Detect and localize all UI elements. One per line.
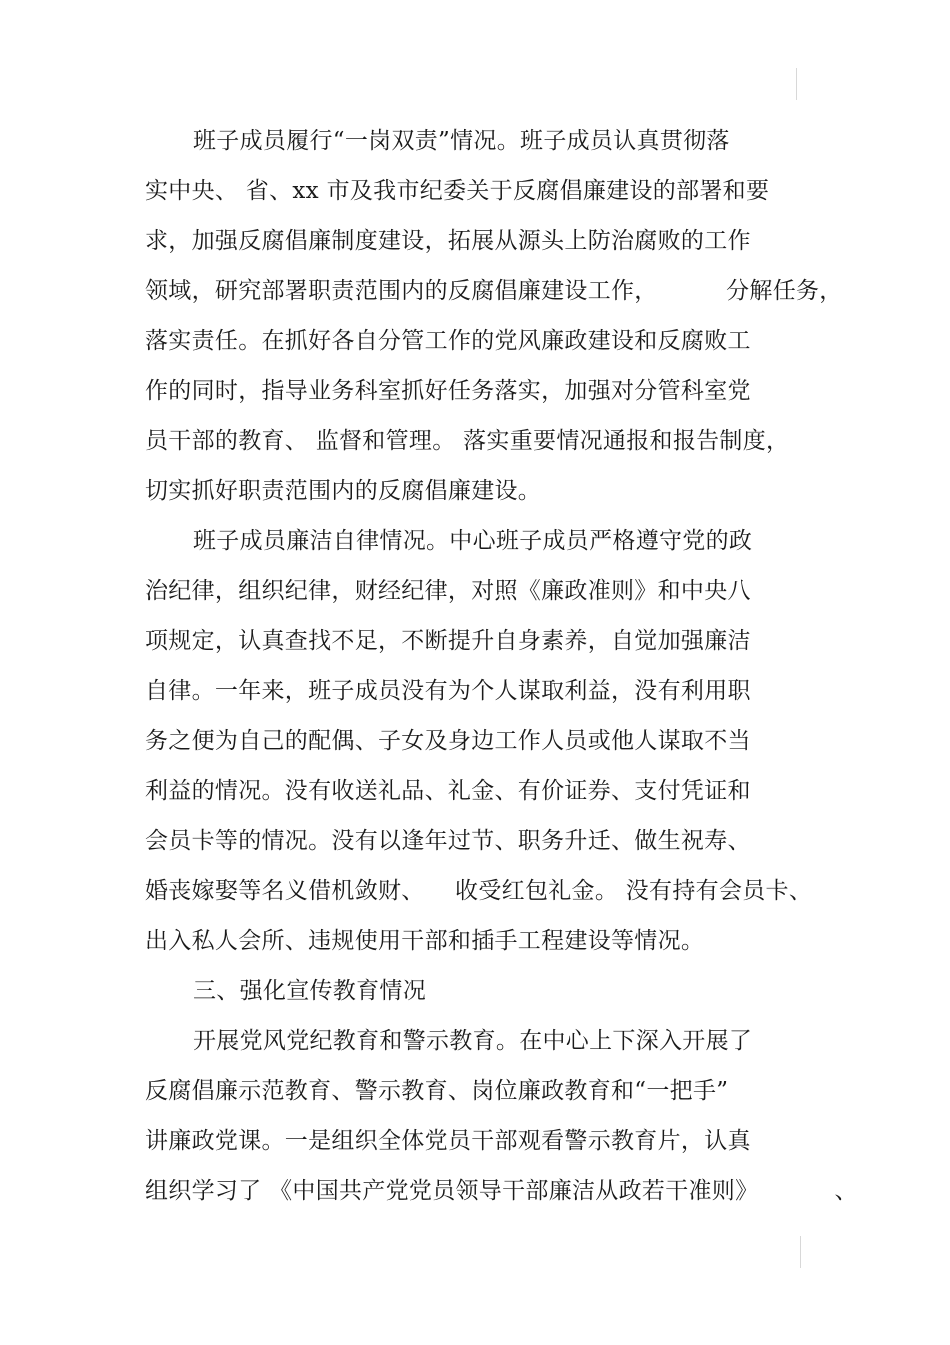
paragraph-2-line-3: 项规定，认真查找不足，不断提升自身素养，自觉加强廉洁 <box>145 628 751 654</box>
page-corner-mark-top <box>796 68 797 100</box>
paragraph-2-line-8: 婚丧嫁娶等名义借机敛财、 收受红包礼金。 没有持有会员卡、 <box>145 878 813 904</box>
section-heading: 三、强化宣传教育情况 <box>193 978 426 1004</box>
paragraph-1-line-6: 作的同时，指导业务科室抓好任务落实，加强对分管科室党 <box>145 378 751 404</box>
page-corner-mark-bottom <box>800 1236 801 1268</box>
paragraph-2-line-6: 利益的情况。没有收送礼品、礼金、有价证券、支付凭证和 <box>145 778 751 804</box>
paragraph-3-line-2: 反腐倡廉示范教育、警示教育、岗位廉政教育和“一把手” <box>145 1078 729 1104</box>
paragraph-1-line-8: 切实抓好职责范围内的反腐倡廉建设。 <box>145 478 542 504</box>
paragraph-2-line-2: 治纪律，组织纪律，财经纪律，对照《廉政准则》和中央八 <box>145 578 751 604</box>
paragraph-2-line-7: 会员卡等的情况。没有以逢年过节、职务升迁、做生祝寿、 <box>145 828 751 854</box>
paragraph-2-line-9: 出入私人会所、违规使用干部和插手工程建设等情况。 <box>145 928 705 954</box>
paragraph-1-line-3: 求，加强反腐倡廉制度建设，拓展从源头上防治腐败的工作 <box>145 228 751 254</box>
paragraph-2-line-4: 自律。一年来，班子成员没有为个人谋取利益，没有利用职 <box>145 678 751 704</box>
paragraph-1-line-1: 班子成员履行“一岗双责”情况。班子成员认真贯彻落 <box>193 128 730 154</box>
paragraph-2-line-5: 务之便为自己的配偶、子女及身边工作人员或他人谋取不当 <box>145 728 751 754</box>
paragraph-3-line-1: 开展党风党纪教育和警示教育。在中心上下深入开展了 <box>193 1028 753 1054</box>
paragraph-3-line-4: 组织学习了 《中国共产党党员领导干部廉洁从政若干准则》 、 <box>145 1178 858 1204</box>
paragraph-1-line-2: 实中央、 省、xx 市及我市纪委关于反腐倡廉建设的部署和要 <box>145 178 770 204</box>
paragraph-1-line-4: 领域，研究部署职责范围内的反腐倡廉建设工作， 分解任务， <box>145 278 843 304</box>
paragraph-2-line-1: 班子成员廉洁自律情况。中心班子成员严格遵守党的政 <box>193 528 753 554</box>
paragraph-1-line-5: 落实责任。在抓好各自分管工作的党风廉政建设和反腐败工 <box>145 328 751 354</box>
paragraph-3-line-3: 讲廉政党课。一是组织全体党员干部观看警示教育片，认真 <box>145 1128 751 1154</box>
paragraph-1-line-7: 员干部的教育、 监督和管理。 落实重要情况通报和报告制度， <box>145 428 790 454</box>
